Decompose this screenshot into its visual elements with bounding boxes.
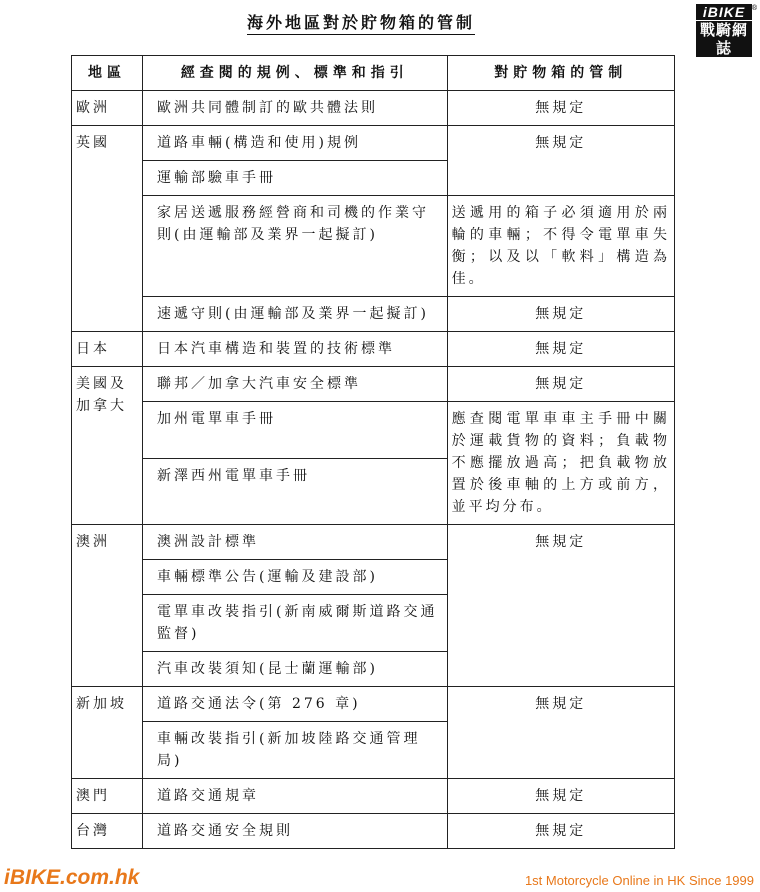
code-cell: 日本汽車構造和裝置的技術標準 <box>143 332 448 367</box>
region-cell: 澳洲 <box>72 525 143 687</box>
logo-text: iBIKE <box>696 4 752 20</box>
control-cell: 無規定 <box>447 91 674 126</box>
code-cell: 車輛改裝指引(新加坡陸路交通管理局) <box>143 722 448 779</box>
control-cell: 無規定 <box>447 525 674 687</box>
table-row <box>72 196 675 297</box>
table-row <box>72 91 675 126</box>
control-cell: 無規定 <box>447 126 674 196</box>
code-cell: 新澤西州電單車手冊 <box>143 459 448 525</box>
code-cell: 歐洲共同體制訂的歐共體法則 <box>143 91 448 126</box>
control-cell: 無規定 <box>447 297 674 332</box>
code-cell: 電單車改裝指引(新南威爾斯道路交通監督) <box>143 595 448 652</box>
table-row <box>72 402 675 459</box>
control-cell: 無規定 <box>447 779 674 814</box>
code-cell: 加州電單車手冊 <box>143 402 448 459</box>
page-title-text: 海外地區對於貯物箱的管制 <box>247 13 475 35</box>
code-cell: 汽車改裝須知(昆士蘭運輸部) <box>143 652 448 687</box>
code-cell: 車輛標準公告(運輸及建設部) <box>143 560 448 595</box>
ibike-logo <box>696 4 758 57</box>
code-cell: 道路交通規章 <box>143 779 448 814</box>
header-region: 地區 <box>72 56 143 91</box>
footer-tagline: 1st Motorcycle Online in HK Since 1999 <box>524 873 754 888</box>
table-header-row <box>72 56 675 91</box>
region-cell: 澳門 <box>72 779 143 814</box>
table-row <box>72 525 675 560</box>
control-cell: 無規定 <box>447 814 674 849</box>
table-row <box>72 297 675 332</box>
code-cell: 澳洲設計標準 <box>143 525 448 560</box>
code-cell: 運輸部驗車手冊 <box>143 161 448 196</box>
region-cell: 美國及加拿大 <box>72 367 143 525</box>
region-cell: 新加坡 <box>72 687 143 779</box>
region-cell: 日本 <box>72 332 143 367</box>
control-cell: 應查閱電單車車主手冊中關於運載貨物的資料；負載物不應擺放過高；把負載物放置於後車軸的上方或前方，並平均分布。 <box>447 402 674 525</box>
logo-cn-text: 戰騎網誌 <box>696 21 752 57</box>
code-cell: 家居送遞服務經營商和司機的作業守則(由運輸部及業界一起擬訂) <box>143 196 448 297</box>
control-cell: 無規定 <box>447 687 674 779</box>
region-cell: 歐洲 <box>72 91 143 126</box>
registered-mark: ® <box>751 4 758 12</box>
table-row <box>72 332 675 367</box>
control-cell: 無規定 <box>447 332 674 367</box>
table-row <box>72 687 675 722</box>
code-cell: 道路交通法令(第 276 章) <box>143 687 448 722</box>
region-cell: 台灣 <box>72 814 143 849</box>
table-row <box>72 779 675 814</box>
regulations-table <box>71 55 675 849</box>
control-cell: 無規定 <box>447 367 674 402</box>
code-cell: 道路交通安全規則 <box>143 814 448 849</box>
header-code: 經查閱的規例、標準和指引 <box>143 56 448 91</box>
header-control: 對貯物箱的管制 <box>447 56 674 91</box>
control-cell: 送遞用的箱子必須適用於兩輪的車輛；不得令電單車失衡；以及以「軟料」構造為佳。 <box>447 196 674 297</box>
table-row <box>72 814 675 849</box>
table-row <box>72 367 675 402</box>
code-cell: 道路車輛(構造和使用)規例 <box>143 126 448 161</box>
table-row <box>72 126 675 161</box>
page-title <box>0 10 722 33</box>
footer-brand: iBIKE.com.hk <box>4 866 140 889</box>
code-cell: 速遞守則(由運輸部及業界一起擬訂) <box>143 297 448 332</box>
region-cell: 英國 <box>72 126 143 332</box>
code-cell: 聯邦／加拿大汽車安全標準 <box>143 367 448 402</box>
